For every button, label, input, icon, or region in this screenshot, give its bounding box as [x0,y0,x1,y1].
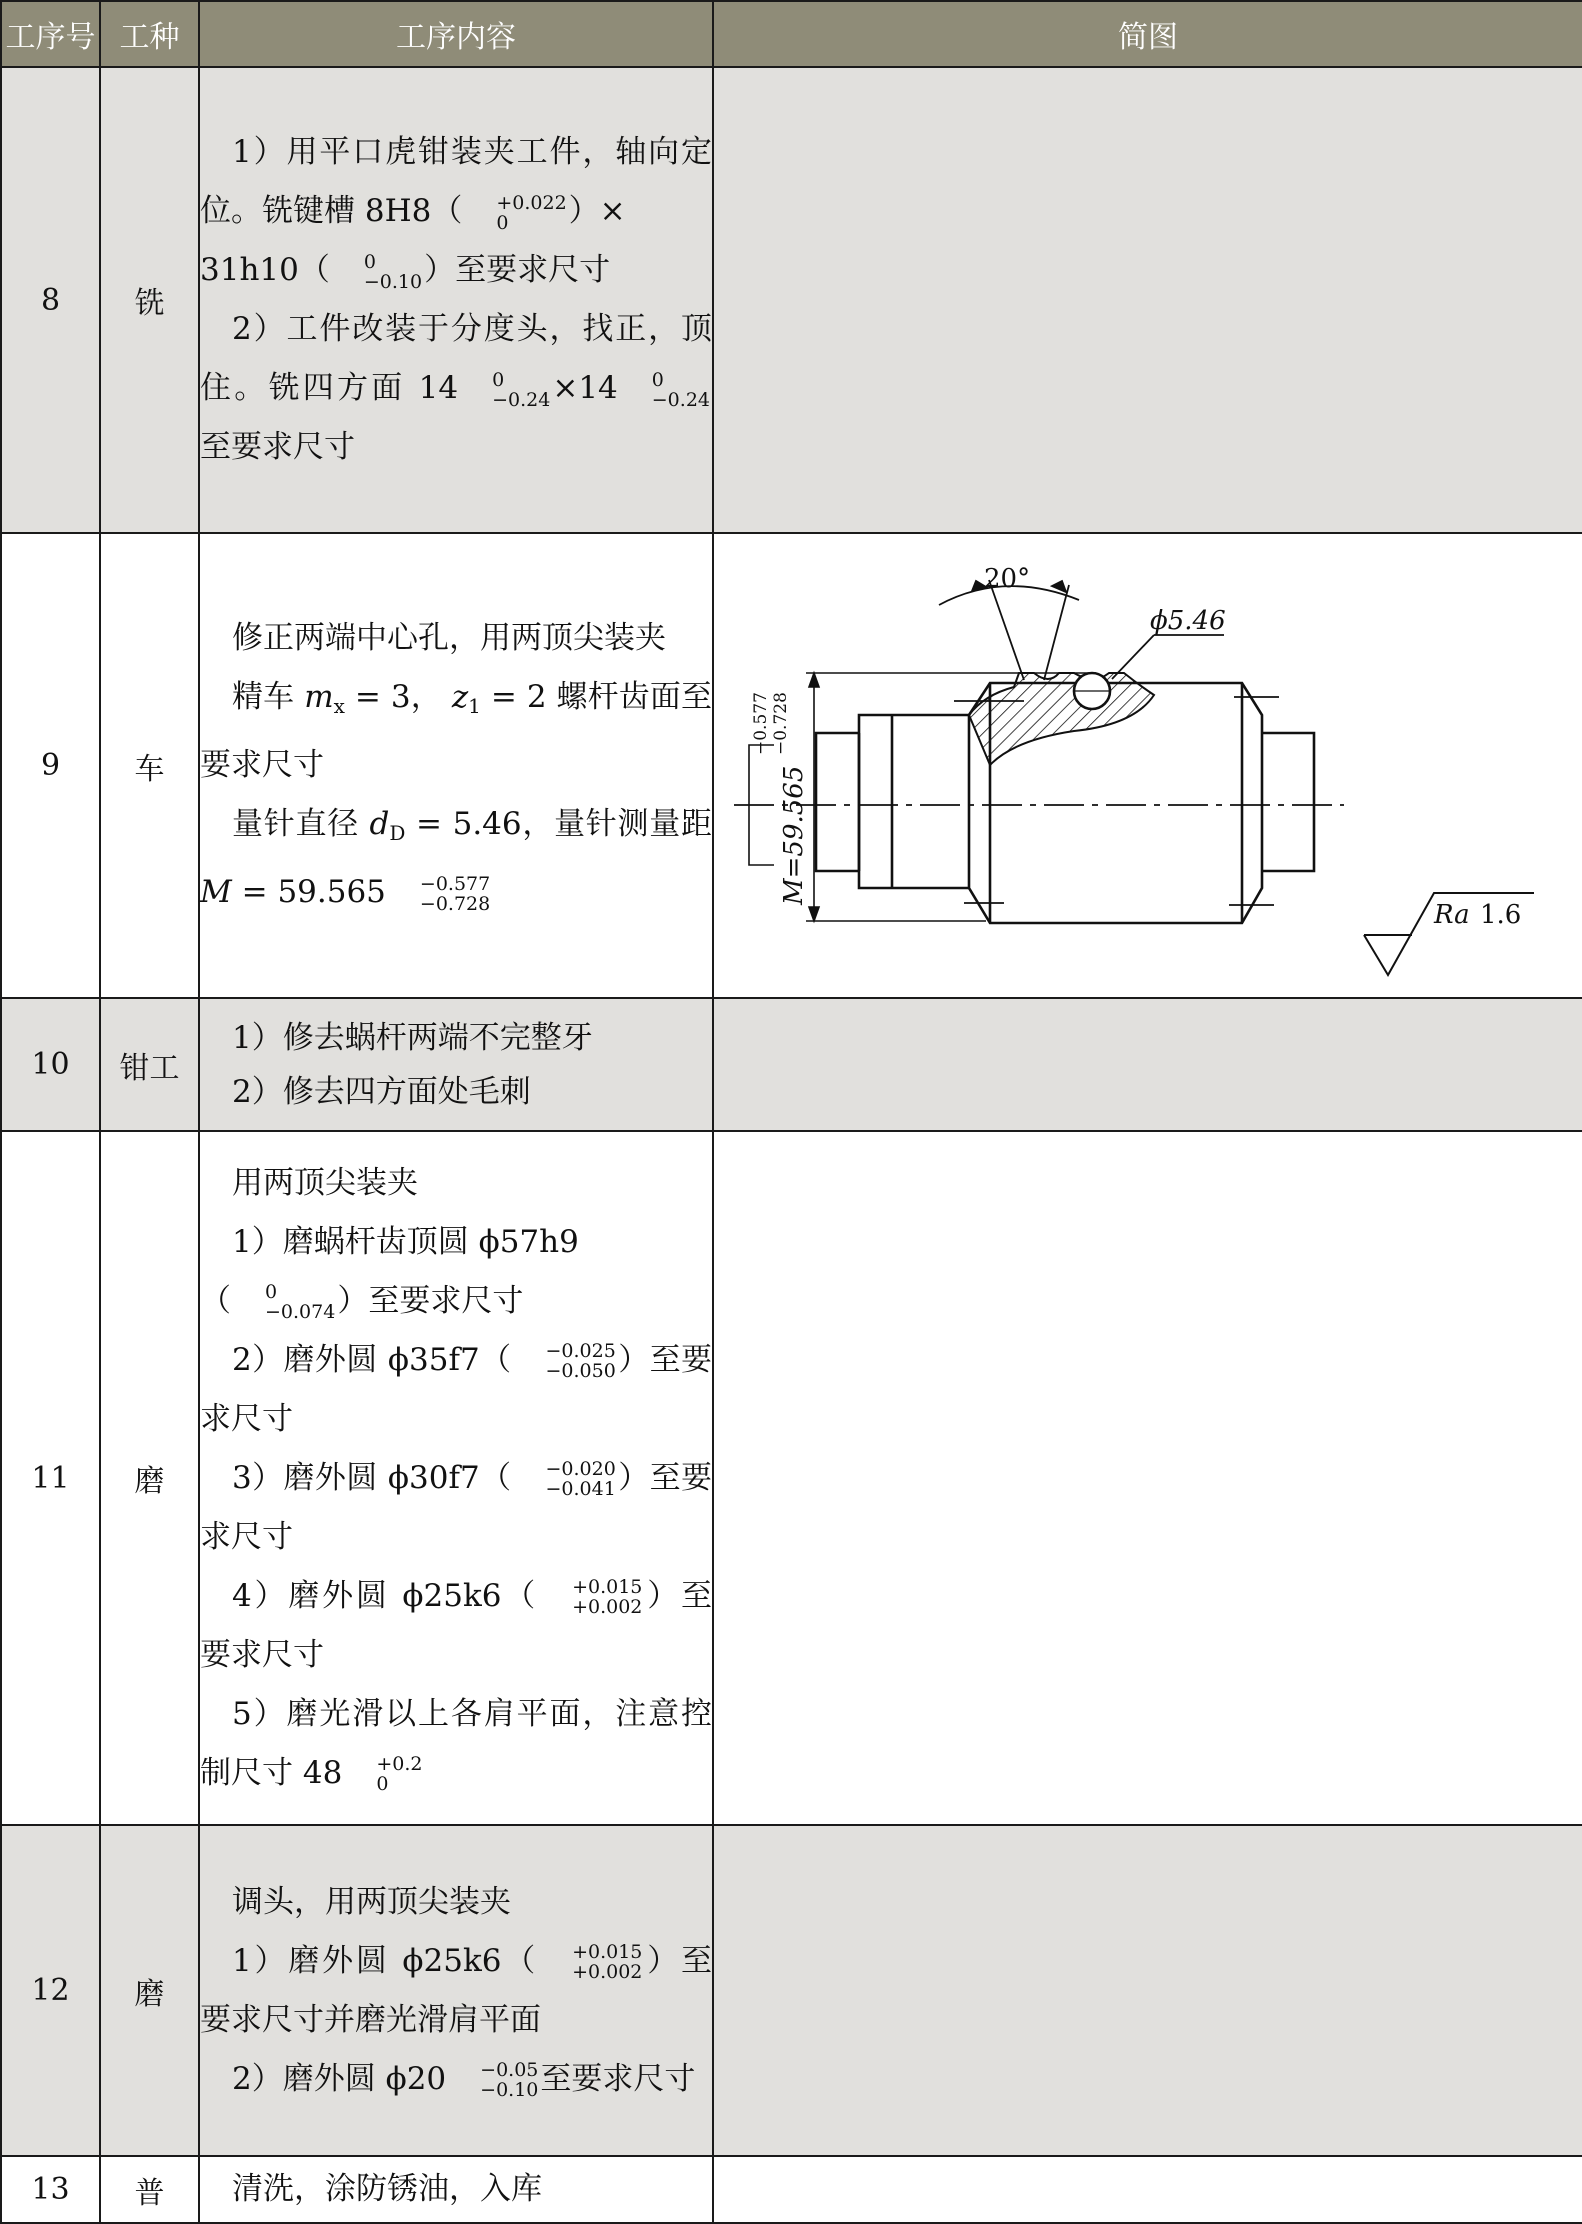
worm-measurement-diagram [714,535,1580,996]
step-no: 13 [1,2156,100,2223]
dimension-M-lower: −0.728 [771,692,791,755]
tol-upper: −0.020 [545,1458,616,1480]
text: ）至要求尺寸并磨光滑肩平面 [200,1942,712,2038]
tol-lower: +0.002 [572,1596,643,1618]
tolerance [514,1459,616,1499]
step-content [199,1825,713,2156]
content-line [200,300,712,477]
text: = 2 螺杆齿面至要求尺寸 [200,679,713,783]
diagram-cell [713,533,1582,998]
tol-upper: 0 [265,1281,278,1303]
tol-lower: −0.24 [492,388,551,411]
step-content [199,2156,713,2223]
step-no: 12 [1,1825,100,2156]
tol-lower: −0.728 [419,892,491,915]
text: 4）磨外圆 ϕ25k6（ [232,1577,539,1614]
header-diagram: 简图 [713,1,1582,67]
symbol-M: M [200,874,232,910]
subscript: 1 [468,694,481,718]
tolerance [540,1942,642,1982]
row-step-10 [1,998,1582,1131]
text: ）至要求尺寸 [424,252,611,288]
tol-lower: −0.10 [480,2079,539,2101]
tolerance [233,1282,335,1322]
header-step-no: 工序号 [1,1,100,67]
text: ）至要求尺寸 [200,1341,713,1437]
subscript: x [333,694,345,718]
diagram-cell [713,67,1582,533]
tol-lower: −0.074 [265,1301,336,1323]
symbol-z: z [451,679,469,715]
row-step-8 [1,67,1582,533]
tol-lower: 0 [496,211,509,234]
step-content [199,1131,713,1825]
row-step-9 [1,533,1582,998]
text: ）至要求尺寸 [200,1577,712,1673]
tol-upper: +0.015 [572,1941,643,1963]
step-no: 10 [1,998,100,1131]
step-no: 8 [1,67,100,533]
content-line: 调头，用两顶尖装夹 [232,1883,511,1920]
symbol-m: m [304,679,334,715]
text: = 59.565 [241,874,386,910]
text: 1）磨蜗杆齿顶圆 ϕ57h9 [232,1223,579,1260]
content-line [200,1932,712,2050]
text: （ [200,1282,231,1319]
content-line: 清洗，涂防锈油，入库 [232,2171,542,2207]
text: 2）磨外圆 ϕ35f7（ [232,1341,512,1378]
roughness-label: Ra [1434,900,1470,930]
dimension-M-label: M=59.565 [779,765,809,905]
tol-lower: −0.24 [651,388,710,411]
step-no: 9 [1,533,100,998]
content-line: 用两顶尖装夹 [232,1164,418,1201]
pin-diameter-label: ϕ5.46 [1150,606,1226,636]
text: 2）工件改装于分度头，找正，顶住。铣四方面 14 [200,311,712,406]
work-type: 磨 [100,1131,199,1825]
text: 5）磨光滑以上各肩平面，注意控制尺寸 48 [200,1695,712,1791]
subscript: D [389,821,406,845]
tol-upper: −0.025 [545,1340,616,1362]
content-line [200,1213,712,1331]
tol-upper: +0.2 [376,1753,423,1775]
text: = 3， [354,679,442,715]
tol-upper: +0.015 [572,1576,643,1598]
step-content [199,533,713,998]
text: 2）磨外圆 ϕ20 [232,2060,447,2097]
row-step-12 [1,1825,1582,2156]
tol-lower: −0.050 [545,1360,616,1382]
header-work-type: 工种 [100,1,199,67]
text: 量针直径 [232,806,359,842]
text: 1）用平口虎钳装夹工件，轴向定位。铣键槽 8H8（ [200,134,712,229]
header-row [1,1,1582,67]
content-line [200,1331,712,1449]
tol-lower: −0.10 [363,270,423,293]
content-line [200,1685,712,1803]
work-type: 普 [100,2156,199,2223]
tol-upper: 0 [492,368,505,391]
text: 至要求尺寸 [200,429,355,465]
work-type: 车 [100,533,199,998]
step-content [199,67,713,533]
text: = 5.46，量针测量距 [416,806,713,842]
tolerance [540,1577,642,1617]
content-line: 修正两端中心孔，用两顶尖装夹 [232,620,666,656]
diagram-cell [713,1825,1582,2156]
text: 至要求尺寸 [540,2060,696,2097]
tol-lower: −0.041 [545,1478,616,1500]
tolerance [344,1754,422,1794]
tol-upper: −0.05 [480,2059,539,2081]
tooth-section [969,673,1154,765]
content-line [200,1449,712,1567]
pin-leader [1112,635,1224,679]
content-line [200,2050,712,2109]
angle-label: 20° [984,564,1031,594]
diagram-cell [713,1131,1582,1825]
tol-lower: +0.002 [572,1961,643,1983]
tol-lower: 0 [376,1773,389,1795]
content-line [200,1567,712,1685]
header-content: 工序内容 [199,1,713,67]
work-type: 铣 [100,67,199,533]
text: 31h10（ [200,252,330,288]
step-no: 11 [1,1131,100,1825]
tol-upper: 0 [651,368,664,391]
tolerance [448,2060,538,2100]
text: ）至要求尺寸 [337,1282,524,1319]
content-line [200,795,712,922]
tolerance [514,1341,616,1381]
text: 精车 [232,679,295,715]
diagram-cell [713,998,1582,1131]
roughness-value: 1.6 [1480,900,1522,930]
text: ）× [568,193,626,229]
symbol-d: d [369,806,390,842]
dimension-M-upper: −0.577 [751,692,771,755]
tolerance [388,874,490,914]
diagram-cell [713,2156,1582,2223]
work-type: 钳工 [100,998,199,1131]
tolerance [620,370,710,410]
tol-upper: +0.022 [496,191,567,214]
row-step-11 [1,1131,1582,1825]
text: 1）磨外圆 ϕ25k6（ [232,1942,539,1979]
text: 3）磨外圆 ϕ30f7（ [232,1459,512,1496]
angle-dimension [939,580,1079,680]
content-line [200,123,712,300]
content-line [200,668,712,795]
row-step-13 [1,2156,1582,2223]
content-line: 1）修去蜗杆两端不完整牙 [232,1019,593,1056]
tolerance [460,370,550,410]
tol-upper: 0 [363,250,376,273]
step-content [199,998,713,1131]
tolerance [464,193,566,233]
tol-upper: −0.577 [419,872,491,895]
content-line: 2）修去四方面处毛刺 [232,1073,531,1110]
text: ）至要求尺寸 [200,1459,713,1555]
text: ×14 [552,370,618,406]
work-type: 磨 [100,1825,199,2156]
tolerance [332,252,422,292]
